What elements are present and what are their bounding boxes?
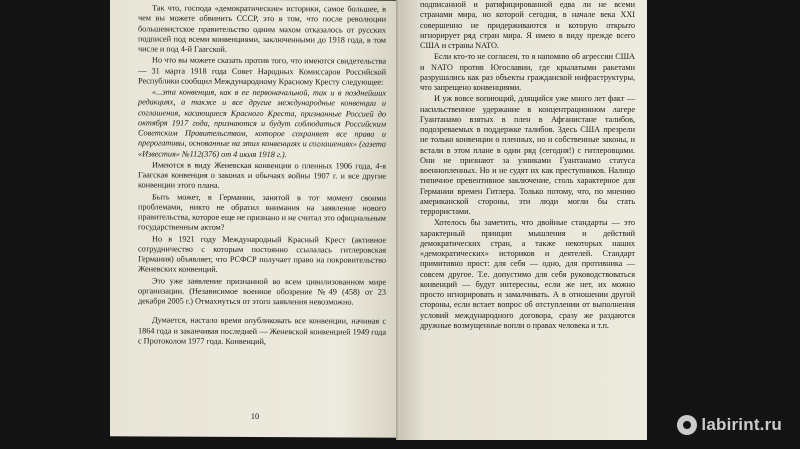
left-paragraph-6: Но в 1921 году Международный Красный Крест (активное сотрудничество с которым постоянно ссылалась гитлеровская Германия) объявляет, что РСФСР получает право на покровительство Женевских конвенций.: [138, 233, 386, 275]
left-paragraph-2: Но что вы можете сказать против того, что имеются свидетельства — 31 марта 1918 года Совет Народных Комиссаров Российской Республики сообщил Международному Красному Кресту следующее:: [138, 55, 386, 87]
right-paragraph-2: Если кто-то не согласен, то я напомню об агрессии США и NATO против Югославии, где крылатыми ракетами разрушались как раз объекты гражданской инфраструктуры, что запрещено конвенциями.: [420, 52, 635, 92]
right-paragraph-3: И уж вовсе вопиющий, длящийся уже много лет факт — насильственное удержание в концентрационном лагере Гуантанамо взятых в плен в Афганистане талибов, подозреваемых в поддержке талибов. Здесь США презрели не только конвенции о пленных, но и собственные законы, и встали в этом плане в один ряд (сегодня!) с гитлеровцами. Они не признают за узниками Гуантанамо статуса военнопленных. Но и не судят их как преступников. Налицо типичное превентивное заключение, столь характерное для Германии времен Гитлера. Только потому, что, по мнению американской стороны, эти люди могли бы стать террористами.: [420, 94, 635, 216]
left-paragraph-4: Имеются в виду Женевская конвенция о пленных 1906 года, 4-я Гаагская конвенция о законах и обычаях войны 1907 г. и все другие конвенции этого плана.: [138, 160, 386, 191]
left-paragraph-quote: «...эта конвенция, как в ее первоначальной, так и в позднейших редакциях, а также и все другие международные конвенции и соглашения, касающиеся Красного Креста, признанные Россией до октября 1917 года, признаются и будут соблюдаться Российским Советским Правительством, которое сохраняет все права и прерогативы, основанные на этих конвенциях и соглашениях» (газета «Известия» №112(376) от 4 июля 1918 г.).: [138, 87, 386, 159]
left-paragraph-8: Думается, настало время опубликовать все конвенции, начиная с 1864 года и заканчивая последней — Женевской конвенцией 1949 года с Протоколом 1977 года. Конвенций,: [138, 315, 386, 346]
labirint-logo-icon: [677, 415, 697, 435]
page-number: 10: [250, 410, 260, 422]
watermark-text: labirint.ru: [701, 415, 782, 434]
left-page-text: [138, 3, 386, 347]
left-paragraph-1: Так что, господа «демократические» историки, самое большее, в чем вы можете обвинить СССР, это в том, что после революции большевистское правительство одним махом отказалось от русских подписей под всеми конвенциями, заключенными до 1918 года, в том числе и под 4-й Гаагской.: [138, 3, 386, 54]
left-paragraph-5: Быть может, в Германии, занятой в тот момент своими проблемами, никто не обратил внимания на заявление нового правительства, которое еще не признано и не считал это официальным государственным актом?: [138, 191, 386, 233]
watermark: [677, 415, 782, 435]
right-page: [400, 0, 647, 440]
right-paragraph-1: подписанной и ратифицированной едва ли не всеми странами мира, но которой сегодня, в начале века XXI совершенно не придерживаются и которую открыто игнорирует ряд стран мира. Я имею в виду прежде всего США и страны NATO.: [420, 0, 635, 50]
left-paragraph-7: Это уже заявление признанной во всем цивилизованном мире организации. (Независимое военное обозрение №49 (458) от 23 декабря 2005 г.) Отмахнуться от этого заявления невозможно.: [138, 275, 386, 307]
right-page-text: [420, 0, 635, 331]
left-page: [110, 0, 400, 438]
right-paragraph-4: Хотелось бы заметить, что двойные стандарты — это характерный принцип мышления и действий демократических стран, а также некоторых наших «демократических» историков и деятелей. Стандарт примитивно прост: для себя — одно, для противника — совсем другое. Т.е. допустимо для себя руководствоваться конвенций — будут интересны, если же нет, их можно просто игнорировать и замалчивать. А в отношении другой стороны, если встает вопрос об отступлении от выполнения условий международного договора, сразу же раздаются дружные возмущенные вопли о правах человека и т.п.: [420, 218, 635, 330]
